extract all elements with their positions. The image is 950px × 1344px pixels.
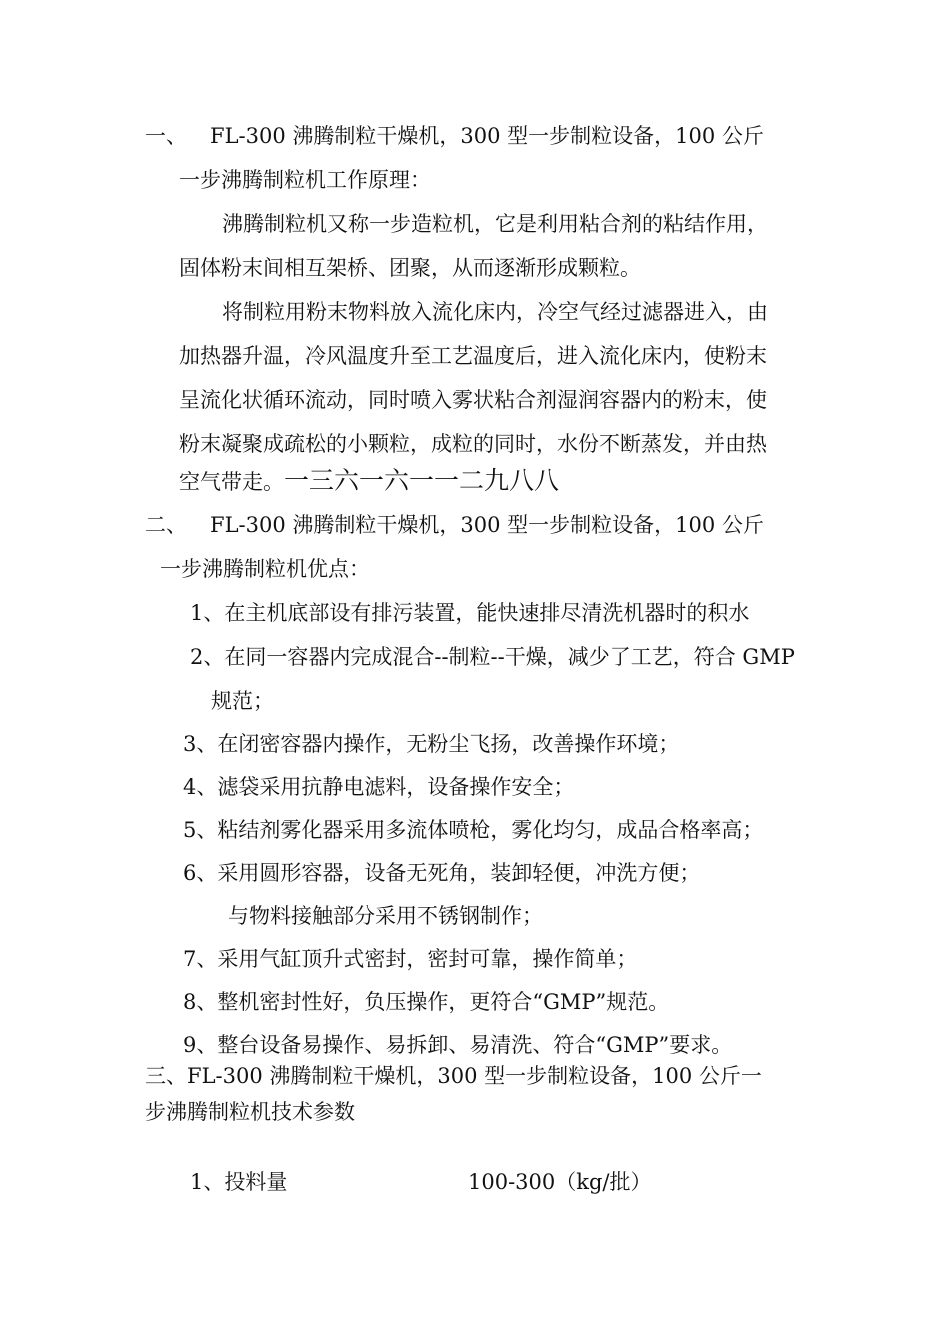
advantage-item-2-continued: 规范； — [211, 689, 274, 713]
advantage-item-4: 4、滤袋采用抗静电滤料，设备操作安全； — [183, 775, 575, 799]
section1-paragraph2-line2: 加热器升温，冷风温度升至工艺温度后，进入流化床内，使粉末 — [179, 344, 767, 368]
advantage-item-7: 7、采用气缸顶升式密封，密封可靠，操作简单； — [183, 947, 638, 971]
section2-number: 二、 — [145, 513, 187, 537]
advantage-item-3: 3、在闭密容器内操作，无粉尘飞扬，改善操作环境； — [183, 732, 680, 756]
section1-heading-line1: FL-300 沸腾制粒干燥机，300 型一步制粒设备，100 公斤 — [210, 124, 764, 148]
advantage-item-1: 1、在主机底部设有排污装置，能快速排尽清洗机器时的积水 — [190, 601, 750, 625]
section1-paragraph2-line1: 将制粒用粉末物料放入流化床内，冷空气经过滤器进入，由 — [222, 300, 768, 324]
advantage-item-6-continued: 与物料接触部分采用不锈钢制作； — [228, 904, 543, 928]
advantage-item-9: 9、整台设备易操作、易拆卸、易清洗、符合“GMP”要求。 — [183, 1033, 733, 1057]
advantage-item-2: 2、在同一容器内完成混合--制粒--干燥，减少了工艺，符合 GMP — [190, 645, 795, 669]
param-label-feed-amount: 1、投料量 — [190, 1170, 288, 1194]
section1-number: 一、 — [145, 124, 187, 148]
advantage-item-6: 6、采用圆形容器，设备无死角，装卸轻便，冲洗方便； — [183, 861, 701, 885]
section2-heading-line2: 一步沸腾制粒机优点： — [160, 557, 370, 581]
phone-number-text: 一三六一六一一二九八八 — [284, 466, 560, 495]
param-value-feed-amount: 100-300（kg/批） — [468, 1170, 652, 1194]
section1-paragraph2-line4: 粉末凝聚成疏松的小颗粒，成粒的同时，水份不断蒸发，并由热 — [179, 432, 767, 456]
section1-paragraph2-end: 空气带走。 — [179, 470, 284, 494]
section3-heading-line1: 三、FL-300 沸腾制粒干燥机，300 型一步制粒设备，100 公斤一 — [145, 1064, 762, 1088]
section2-heading-line1: FL-300 沸腾制粒干燥机，300 型一步制粒设备，100 公斤 — [210, 513, 764, 537]
advantage-item-5: 5、粘结剂雾化器采用多流体喷枪，雾化均匀，成品合格率高； — [183, 818, 764, 842]
section1-paragraph1-line2: 固体粉末间相互架桥、团聚，从而逐渐形成颗粒。 — [179, 256, 641, 280]
advantage-item-8: 8、整机密封性好，负压操作，更符合“GMP”规范。 — [183, 990, 670, 1014]
section1-paragraph2-line3: 呈流化状循环流动，同时喷入雾状粘合剂湿润容器内的粉末，使 — [179, 388, 767, 412]
section3-heading-line2: 步沸腾制粒机技术参数 — [145, 1100, 355, 1124]
section1-heading-line2: 一步沸腾制粒机工作原理： — [179, 168, 431, 192]
section1-paragraph2-line5 — [179, 466, 559, 497]
section1-paragraph1-line1: 沸腾制粒机又称一步造粒机，它是利用粘合剂的粘结作用， — [222, 212, 768, 236]
